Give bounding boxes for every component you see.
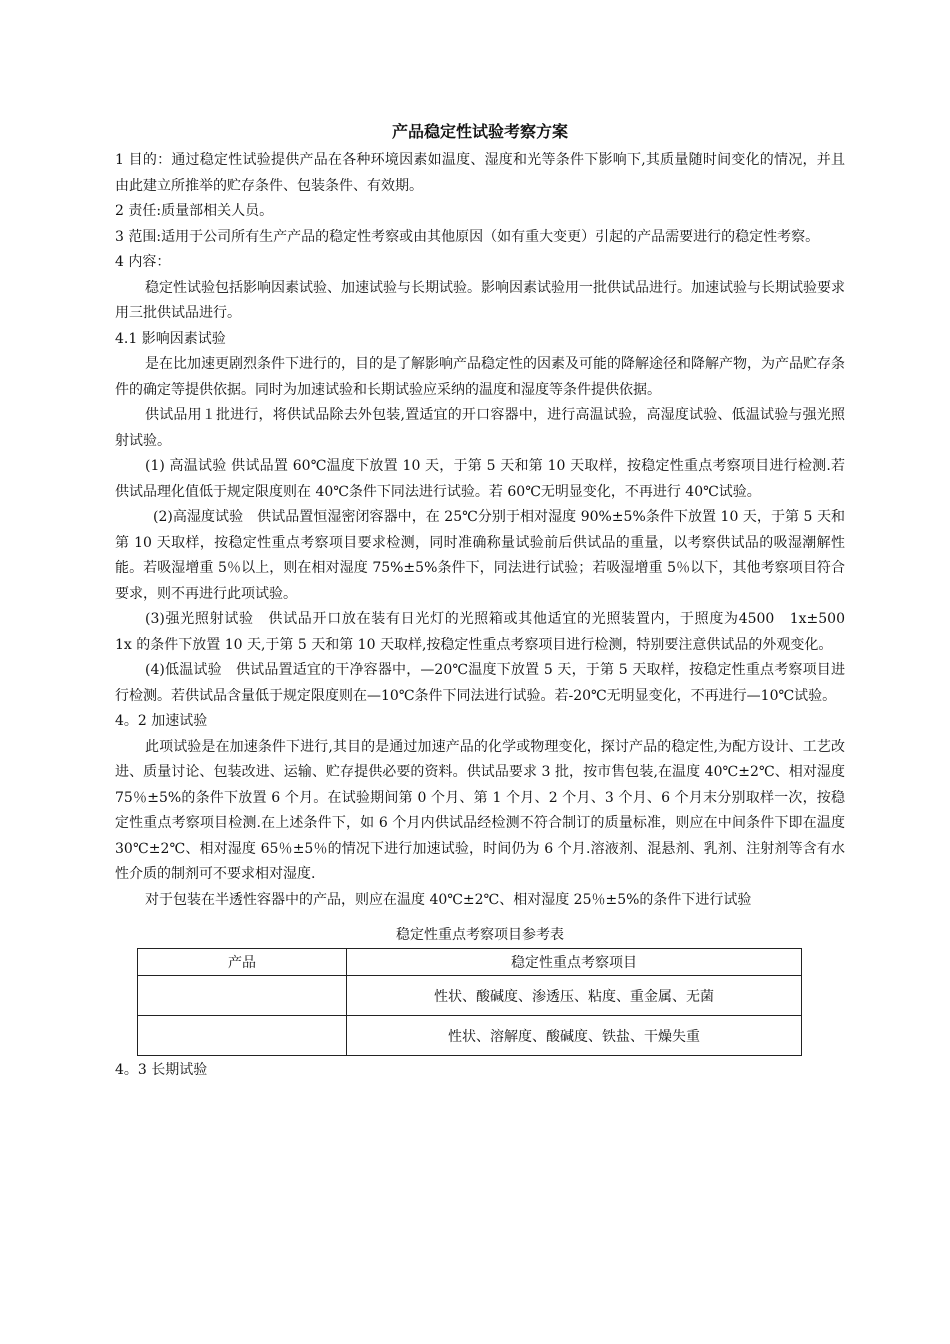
table-caption: 稳定性重点考察项目参考表 xyxy=(396,927,564,943)
strong-light-test: (3)强光照射试验 供试品开口放在装有日光灯的光照箱或其他适宜的光照装置内，于照度为4500 1x±500 1x 的条件下放置 10 天,于第 5 天和第 10 天取样,按稳定性重点考察项目进行检测，特别要注意供试品的外观变化。 xyxy=(115,611,859,653)
high-humidity-test: (2)高湿度试验 供试品置恒湿密闭容器中，在 25℃分别于相对湿度 90%±5%条件下放置 10 天，于第 5 天和第 10 天取样，按稳定性重点考察项目要求检测，同时准确称量试验前后供试品的重量，以考察供试品的吸湿潮解性能。若吸湿增重 5％以上，则在相对湿度 75%±5%条件下，同法进行试验；若吸湿增重 5％以下，其他考察项目符合要求，则不再进行此项试验。 xyxy=(115,509,845,602)
document-page xyxy=(115,120,859,1084)
cell-items: 性状、酸碱度、渗透压、粘度、重金属、无菌 xyxy=(347,976,802,1016)
high-temperature-test: (1) 高温试验 供试品置 60℃温度下放置 10 天，于第 5 天和第 10 天取样，按稳定性重点考察项目进行检测.若供试品理化值低于规定限度则在 40℃条件下同法进行试验。若 60℃无明显变化，不再进行 40℃试验。 xyxy=(115,458,845,500)
cell-product xyxy=(138,976,347,1016)
section-4-1-heading: 4.1 影响因素试验 xyxy=(115,330,226,347)
cell-items: 性状、溶解度、酸碱度、铁盐、干燥失重 xyxy=(347,1016,802,1056)
table-row xyxy=(138,976,802,1016)
stability-items-table xyxy=(137,948,802,1056)
section-1-purpose: 1 目的：通过稳定性试验提供产品在各种环境因素如温度、湿度和光等条件下影响下,其质量随时间变化的情况，并且由此建立所推举的贮存条件、包装条件、有效期。 xyxy=(115,152,845,194)
section-4-2-heading: 4。2 加速试验 xyxy=(115,713,208,729)
section-4-heading: 4 内容： xyxy=(115,254,171,270)
header-items: 稳定性重点考察项目 xyxy=(347,949,802,976)
table-row xyxy=(138,1016,802,1056)
cell-product xyxy=(138,1016,347,1056)
section-4-1-paragraph-2: 供试品用１批进行，将供试品除去外包装,置适宜的开口容器中，进行高温试验，高湿度试验、低温试验与强光照射试验。 xyxy=(115,407,845,449)
section-4-3-heading: 4。3 长期试验 xyxy=(115,1062,208,1078)
section-4-1-paragraph-1: 是在比加速更剧烈条件下进行的，目的是了解影响产品稳定性的因素及可能的降解途径和降解产物，为产品贮存条件的确定等提供依据。同时为加速试验和长期试验应采纳的温度和湿度等条件提供依据。 xyxy=(115,356,845,398)
section-4-2-paragraph-1: 此项试验是在加速条件下进行,其目的是通过加速产品的化学或物理变化，探讨产品的稳定性,为配方设计、工艺改进、质量讨论、包装改进、运输、贮存提供必要的资料。供试品要求 3 批，按市售包装,在温度 40℃±2℃、相对湿度 75％±5%的条件下放置 6 个月。在试验期间第 0 个月、第 1 个月、2 个月、3 个月、6 个月末分别取样一次，按稳定性重点考察项目检测.在上述条件下，如 6 个月内供试品经检测不符合制订的质量标准，则应在中间条件下即在温度 30℃±2℃、相对湿度 65％±5％的情况下进行加速试验，时间仍为 6 个月.溶液剂、混悬剂、乳剂、注射剂等含有水性介质的制剂可不要求相对湿度. xyxy=(115,738,845,882)
document-title: 产品稳定性试验考察方案 xyxy=(391,122,568,141)
section-4-2-paragraph-2: 对于包装在半透性容器中的产品，则应在温度 40℃±2℃、相对湿度 25％±5%的条件下进行试验 xyxy=(145,891,752,908)
header-product: 产品 xyxy=(138,949,347,976)
low-temperature-test: (4)低温试验 供试品置适宜的干净容器中，—20℃温度下放置 5 天，于第 5 天取样，按稳定性重点考察项目进行检测。若供试品含量低于规定限度则在—10℃条件下同法进行试验。若-20℃无明显变化，不再进行—10℃试验。 xyxy=(115,662,845,704)
section-2-responsibility: 2 责任:质量部相关人员。 xyxy=(115,203,274,219)
section-3-scope: 3 范围:适用于公司所有生产产品的稳定性考察或由其他原因（如有重大变更）引起的产品需要进行的稳定性考察。 xyxy=(115,228,820,245)
section-4-paragraph: 稳定性试验包括影响因素试验、加速试验与长期试验。影响因素试验用一批供试品进行。加速试验与长期试验要求用三批供试品进行。 xyxy=(115,279,845,321)
table-header-row xyxy=(138,949,802,976)
